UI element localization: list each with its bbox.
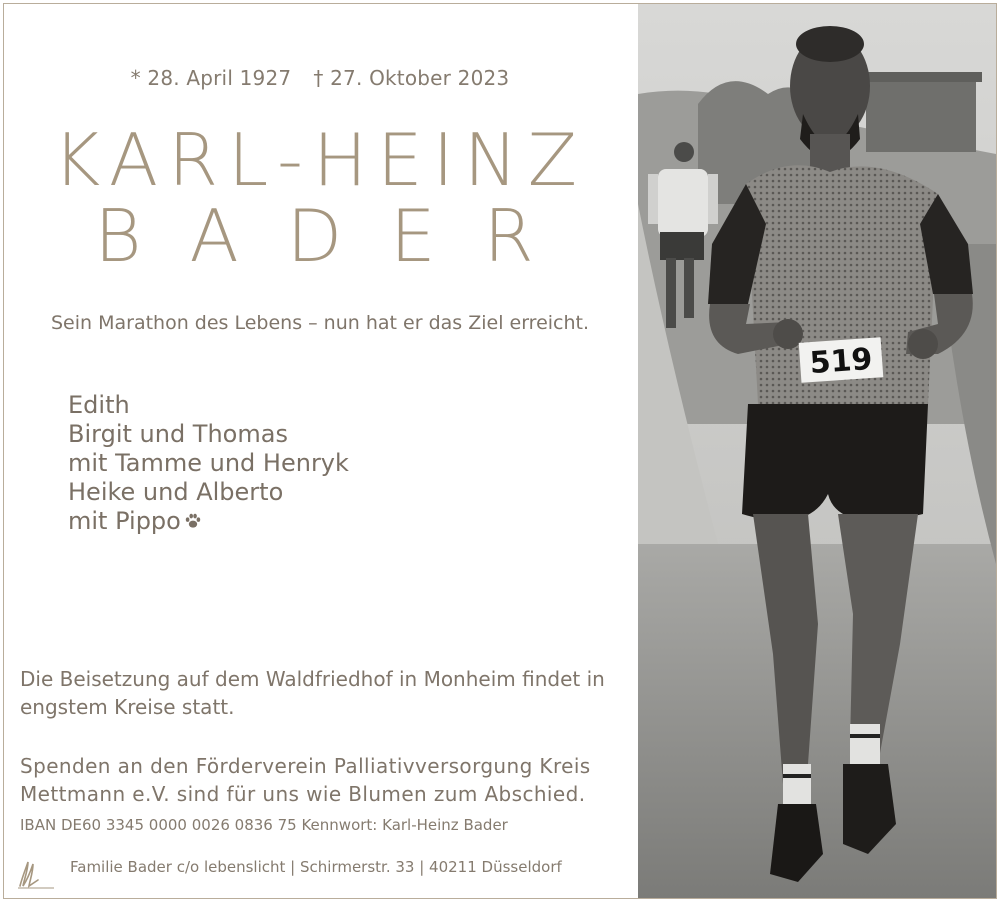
motto: Sein Marathon des Lebens – nun hat er das Ziel erreicht. [50,312,590,334]
mourner: mit Tamme und Henryk [68,449,349,477]
footer-address: Familie Bader c/o lebenslicht | Schirmerstr. 33 | 40211 Düsseldorf [70,858,562,876]
mourner: mit Pippo [68,507,181,535]
bank-details: IBAN DE60 3345 0000 0026 0836 75 Kennwort: Karl-Heinz Bader [20,816,508,834]
life-dates [0,66,640,90]
first-name: KARL-HEINZ [52,118,588,202]
last-name: BADER [94,194,582,278]
mourners-list [68,391,349,537]
mourner: Edith [68,391,130,419]
mourner: Heike und Alberto [68,478,284,506]
birth-date: * 28. April 1927 [130,66,292,90]
mourner: Birgit und Thomas [68,420,288,448]
bib-number: 519 [808,341,874,382]
mourner-with-paw [68,507,349,537]
lebenslicht-logo [16,856,56,894]
paw-icon [184,508,202,537]
donation-note: Spenden an den Förderverein Palliativversorgung Kreis Mettmann e.V. sind für uns wie Blumen zum Abschied. [20,754,591,806]
burial-note: Die Beisetzung auf dem Waldfriedhof in Monheim findet in engstem Kreise statt. [20,667,605,719]
death-date: † 27. Oktober 2023 [313,66,510,90]
runner-photo [638,4,996,898]
